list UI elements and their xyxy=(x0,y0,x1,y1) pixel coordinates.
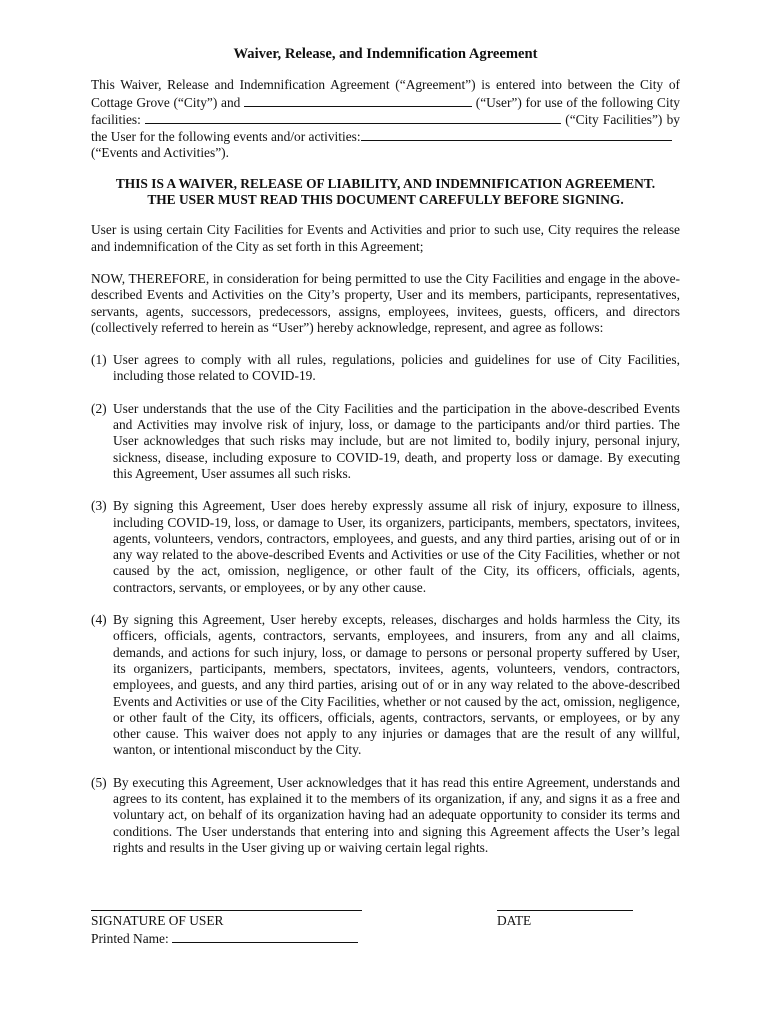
date-label: DATE xyxy=(497,913,532,928)
intro-line-3 xyxy=(91,111,680,128)
item-text: By signing this Agreement, User does hereby expressly assume all risk of injury, exposure to illness, including COVID-19, loss, or damage to User, its organizers, participants, members, spectators, invitees, agents, volunteers, vendors, contractors, employees, and guests, and any third parties, arising out of or in any way related to the above-described Events and Activities or use of the City Facilities, whether or not caused by the act, omission, negligence, or other fault of the City, its officers, officials, agents, contractors, servants, or employees, or by any other cause. xyxy=(113,498,680,595)
warning-line-1: THIS IS A WAIVER, RELEASE OF LIABILITY, AND INDEMNIFICATION AGREEMENT. xyxy=(115,175,656,191)
item-text: By executing this Agreement, User acknowledges that it has read this entire Agreement, understands and agrees to its content, has explained it to the members of its organization, if any, and signs it as a free and voluntary act, on behalf of its organization having had an adequate opportunity to consider its terms and conditions. The User understands that entering into and signing this Agreement affects the User’s legal rights and results in the User giving up or waiving certain legal rights. xyxy=(113,774,680,855)
waiver-warning xyxy=(91,176,680,209)
printed-name-field[interactable] xyxy=(172,930,358,943)
city-facilities-label: (“City Facilities”) by xyxy=(565,111,680,127)
list-item xyxy=(91,352,680,385)
intro-line-5: (“Events and Activities”). xyxy=(91,145,229,161)
intro-city-label: Cottage Grove (“City”) and xyxy=(91,94,241,110)
user-name-field[interactable] xyxy=(244,94,472,107)
item-number: (3) xyxy=(91,498,107,514)
intro-line-4 xyxy=(91,128,680,145)
item-text: User agrees to comply with all rules, regulations, policies and guidelines for use of City Facilities, including those related to COVID-19. xyxy=(113,352,680,384)
intro-line-1: This Waiver, Release and Indemnification Agreement (“Agreement”) is entered into between the City of xyxy=(91,77,680,93)
recital-paragraph: User is using certain City Facilities for Events and Activities and prior to such use, City requires the release and indemnification of the City as set forth in this Agreement; xyxy=(91,222,680,254)
city-facilities-field[interactable] xyxy=(145,111,561,124)
now-therefore-paragraph: NOW, THEREFORE, in consideration for being permitted to use the City Facilities and engage in the above-described Events and Activities on the City’s property, User and its members, participants, representatives, servants, agents, successors, predecessors, assigns, employees, invitees, guests, officers, and directors (collectively referred to herein as “User”) hereby acknowledge, represent, and agree as follows: xyxy=(91,270,680,335)
item-number: (1) xyxy=(91,352,107,368)
events-activities-field[interactable] xyxy=(361,128,672,141)
events-label: the User for the following events and/or activities: xyxy=(91,129,361,145)
document-title: Waiver, Release, and Indemnification Agreement xyxy=(233,46,538,62)
intro-user-label: (“User”) for use of the following City xyxy=(475,94,680,110)
list-item xyxy=(91,775,680,856)
list-item xyxy=(91,612,680,759)
warning-line-2: THE USER MUST READ THIS DOCUMENT CAREFULLY BEFORE SIGNING. xyxy=(147,192,624,208)
printed-name-row xyxy=(91,930,358,947)
facilities-label: facilities: xyxy=(91,111,141,127)
signature-line[interactable] xyxy=(91,910,362,911)
item-text: User understands that the use of the City Facilities and the participation in the above-described Events and Activities may involve risk of injury, loss, or damage to the participants and/or third parties. The User acknowledges that such risks may include, but are not limited to, bodily injury, personal injury, sickness, disease, including exposure to COVID-19, death, and property loss or damage. By executing this Agreement, User assumes all such risks. xyxy=(113,400,680,481)
list-item xyxy=(91,401,680,482)
item-number: (2) xyxy=(91,400,107,416)
item-number: (4) xyxy=(91,612,107,628)
item-text: By signing this Agreement, User hereby excepts, releases, discharges and holds harmless the City, its officers, officials, agents, contractors, servants, employees, and insurers, from any and all claims, demands, and actions for such injury, loss, or damage to persons or personal property suffered by User, its organizers, participants, members, spectators, invitees, agents, volunteers, vendors, contractors, employees, and guests, and any third parties, arising out of or in any way related to the above-described Events and Activities or use of the City Facilities, whether or not caused by the act, omission, negligence, or other fault of the City, its officers, officials, agents, contractors, servants, or employees, or by any other cause. This waiver does not apply to any injuries or damages that are the result of any willful, wanton, or intentional misconduct by the City. xyxy=(113,612,680,758)
terms-list xyxy=(91,352,680,856)
document-page xyxy=(91,46,680,872)
item-number: (5) xyxy=(91,774,107,790)
printed-name-label: Printed Name: xyxy=(91,931,169,946)
date-line[interactable] xyxy=(497,910,633,911)
signature-label: SIGNATURE OF USER xyxy=(91,913,224,928)
intro-paragraph xyxy=(91,77,680,161)
list-item xyxy=(91,498,680,596)
intro-line-2 xyxy=(91,94,680,111)
